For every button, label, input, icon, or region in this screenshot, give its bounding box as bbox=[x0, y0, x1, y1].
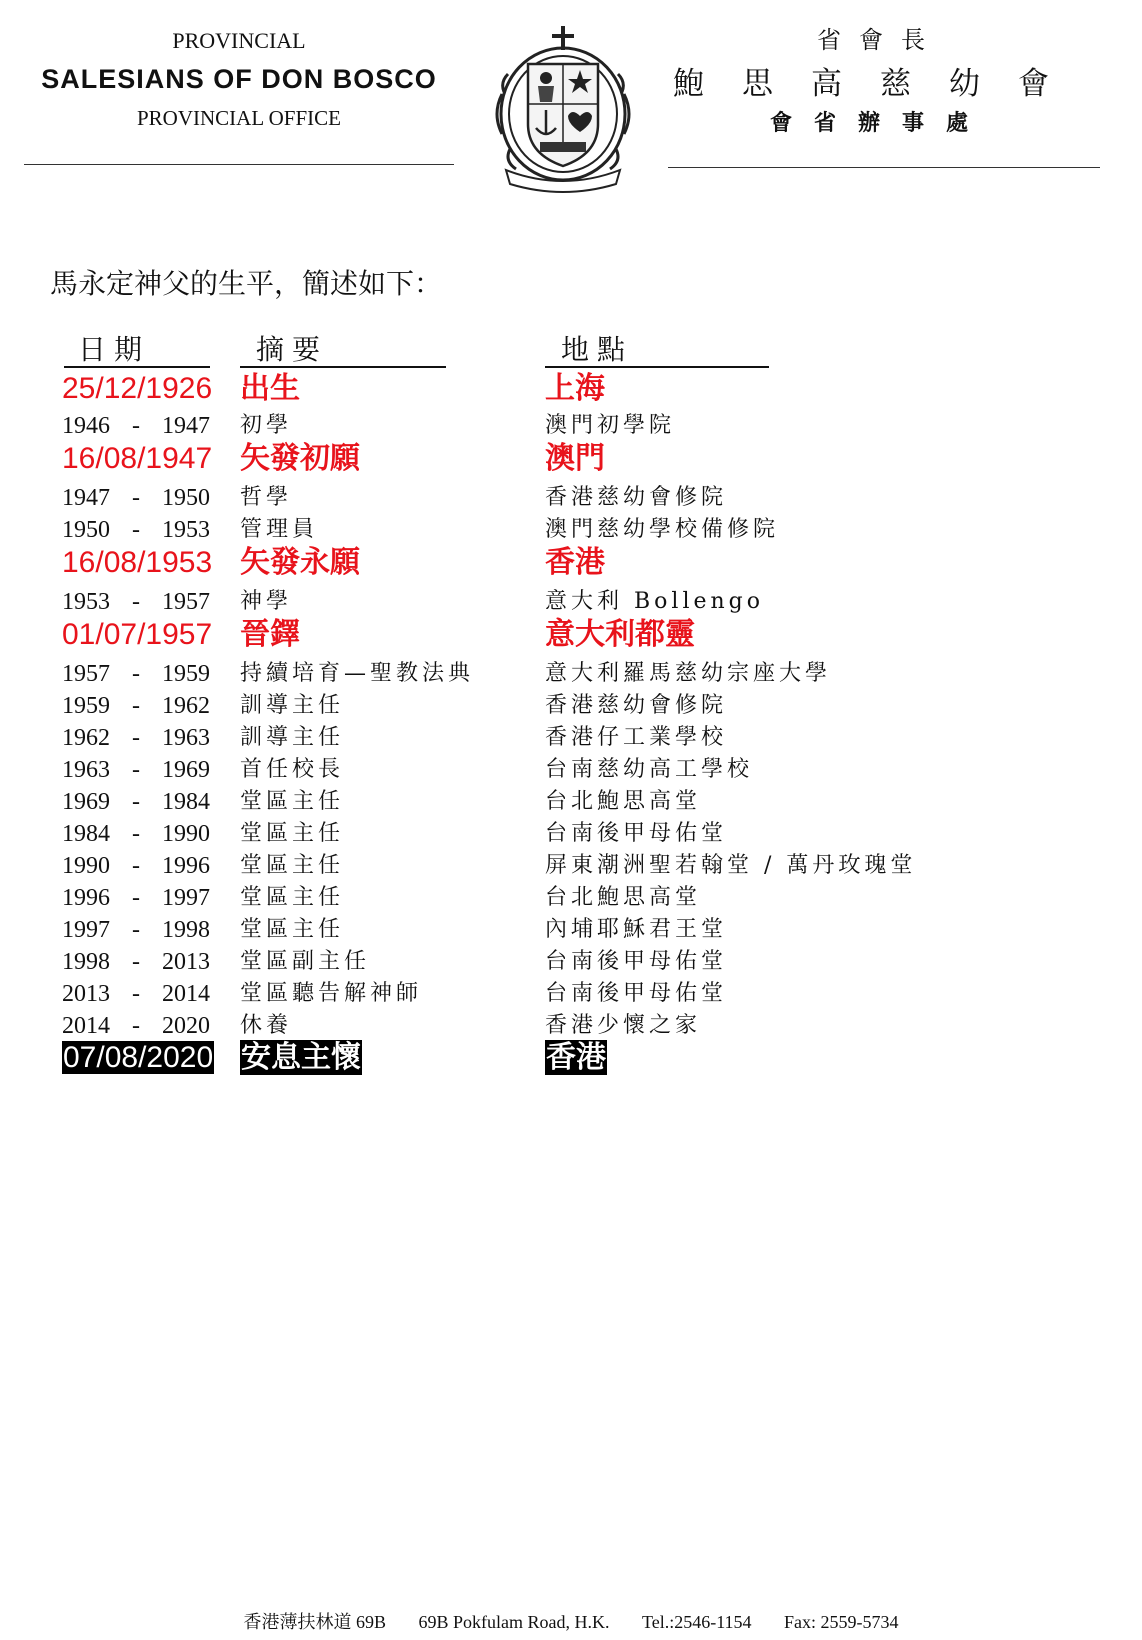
footer-address-zh: 香港薄扶林道 69B bbox=[243, 1612, 386, 1632]
event-place: 香港 bbox=[545, 545, 605, 580]
event-place: 香港慈幼會修院 bbox=[545, 485, 728, 510]
period-years bbox=[62, 410, 210, 442]
event-date bbox=[62, 1040, 214, 1076]
event-summary: 堂區主任 bbox=[240, 789, 345, 814]
event-place: 澳門慈幼學校備修院 bbox=[545, 517, 780, 542]
event-place: 上海 bbox=[545, 371, 605, 406]
period-end-year: 2020 bbox=[162, 1013, 210, 1039]
event-place: 台南後甲母佑堂 bbox=[545, 981, 728, 1006]
period-start-year: 2014 bbox=[62, 1013, 110, 1039]
event-place: 台南慈幼高工學校 bbox=[545, 757, 754, 782]
period-end-year: 1963 bbox=[162, 725, 210, 751]
period-separator: - bbox=[132, 589, 140, 615]
event-summary bbox=[240, 1040, 362, 1076]
event-summary: 管理員 bbox=[240, 517, 319, 542]
period-end-year: 1969 bbox=[162, 757, 210, 783]
period-years bbox=[62, 482, 210, 514]
period-years bbox=[62, 586, 210, 618]
period-separator: - bbox=[132, 693, 140, 719]
event-place: 意大利羅馬慈幼宗座大學 bbox=[545, 661, 832, 686]
period-separator: - bbox=[132, 949, 140, 975]
event-summary: 休養 bbox=[240, 1013, 293, 1038]
event-place: 台南後甲母佑堂 bbox=[545, 821, 728, 846]
period-years bbox=[62, 658, 210, 690]
footer-telephone: Tel.:2546-1154 bbox=[641, 1612, 752, 1632]
period-years bbox=[62, 690, 210, 722]
header-provincial-office: PROVINCIAL OFFICE bbox=[137, 106, 341, 130]
event-date: 16/08/1953 bbox=[62, 546, 213, 579]
event-place: 澳門 bbox=[545, 441, 605, 476]
period-separator: - bbox=[132, 853, 140, 879]
period-separator: - bbox=[132, 1013, 140, 1039]
period-separator: - bbox=[132, 485, 140, 511]
footer-fax: Fax: 2559-5734 bbox=[784, 1612, 899, 1632]
period-start-year: 1953 bbox=[62, 589, 110, 615]
period-years bbox=[62, 978, 210, 1010]
period-start-year: 1984 bbox=[62, 821, 110, 847]
period-start-year: 1946 bbox=[62, 413, 110, 439]
event-summary: 晉鐸 bbox=[240, 617, 300, 652]
period-years bbox=[62, 946, 210, 978]
period-end-year: 1957 bbox=[162, 589, 210, 615]
event-summary: 訓導主任 bbox=[240, 725, 345, 750]
period-end-year: 1962 bbox=[162, 693, 210, 719]
event-place: 台北鮑思高堂 bbox=[545, 885, 702, 910]
event-place: 香港慈幼會修院 bbox=[545, 693, 728, 718]
period-start-year: 1996 bbox=[62, 885, 110, 911]
event-place: 意大利 Bollengo bbox=[545, 589, 764, 614]
column-heading-summary: 摘要 bbox=[240, 334, 446, 368]
event-summary: 堂區聽告解神師 bbox=[240, 981, 423, 1006]
period-separator: - bbox=[132, 789, 140, 815]
period-separator: - bbox=[132, 821, 140, 847]
event-summary: 堂區主任 bbox=[240, 821, 345, 846]
period-separator: - bbox=[132, 517, 140, 543]
event-summary-text: 安息主懷 bbox=[241, 1040, 361, 1075]
header-organization-name-zh: 鮑思高慈幼會 bbox=[673, 66, 1087, 102]
period-separator: - bbox=[132, 725, 140, 751]
header-left-rule bbox=[24, 164, 454, 165]
period-end-year: 1950 bbox=[162, 485, 210, 511]
period-end-year: 1998 bbox=[162, 917, 210, 943]
period-end-year: 1996 bbox=[162, 853, 210, 879]
period-start-year: 1963 bbox=[62, 757, 110, 783]
event-place: 香港少懷之家 bbox=[545, 1013, 702, 1038]
period-separator: - bbox=[132, 661, 140, 687]
header-provincial-superior-zh: 省會長 bbox=[817, 26, 943, 54]
header-provincial: PROVINCIAL bbox=[172, 28, 306, 53]
event-place: 內埔耶穌君王堂 bbox=[545, 917, 728, 942]
header-right-rule bbox=[668, 167, 1100, 168]
period-start-year: 1969 bbox=[62, 789, 110, 815]
period-separator: - bbox=[132, 981, 140, 1007]
period-start-year: 2013 bbox=[62, 981, 110, 1007]
event-place: 意大利都靈 bbox=[545, 617, 695, 652]
period-years bbox=[62, 722, 210, 754]
event-place: 台南後甲母佑堂 bbox=[545, 949, 728, 974]
event-date-text: 07/08/2020 bbox=[63, 1041, 214, 1074]
header-organization-name: SALESIANS OF DON BOSCO bbox=[41, 64, 437, 94]
event-place: 香港仔工業學校 bbox=[545, 725, 728, 750]
period-end-year: 1947 bbox=[162, 413, 210, 439]
event-date: 01/07/1957 bbox=[62, 618, 213, 651]
period-years bbox=[62, 786, 210, 818]
period-end-year: 1984 bbox=[162, 789, 210, 815]
period-years bbox=[62, 818, 210, 850]
period-end-year: 1959 bbox=[162, 661, 210, 687]
event-date: 25/12/1926 bbox=[62, 372, 213, 405]
event-summary: 持續培育—聖教法典 bbox=[240, 661, 475, 686]
event-place: 屏東潮洲聖若翰堂 / 萬丹玫瑰堂 bbox=[545, 853, 917, 878]
intro-text: 馬永定神父的生平，簡述如下： bbox=[50, 267, 443, 300]
event-summary: 矢發永願 bbox=[240, 545, 360, 580]
event-summary: 堂區副主任 bbox=[240, 949, 371, 974]
period-start-year: 1962 bbox=[62, 725, 110, 751]
salesian-crest-logo bbox=[488, 24, 638, 194]
period-separator: - bbox=[132, 413, 140, 439]
period-end-year: 1990 bbox=[162, 821, 210, 847]
event-place-text: 香港 bbox=[546, 1040, 606, 1075]
period-years bbox=[62, 1010, 210, 1042]
event-place: 澳門初學院 bbox=[545, 413, 676, 438]
event-date: 16/08/1947 bbox=[62, 442, 213, 475]
event-summary: 訓導主任 bbox=[240, 693, 345, 718]
column-heading-date: 日期 bbox=[64, 334, 210, 368]
event-place bbox=[545, 1040, 607, 1076]
period-start-year: 1957 bbox=[62, 661, 110, 687]
event-summary: 神學 bbox=[240, 589, 293, 614]
header-provincial-office-zh: 會省辦事處 bbox=[769, 111, 990, 136]
period-separator: - bbox=[132, 757, 140, 783]
period-start-year: 1950 bbox=[62, 517, 110, 543]
event-summary: 矢發初願 bbox=[240, 441, 360, 476]
event-summary: 初學 bbox=[240, 413, 293, 438]
period-start-year: 1990 bbox=[62, 853, 110, 879]
period-years bbox=[62, 514, 210, 546]
column-heading-place: 地點 bbox=[545, 334, 769, 368]
footer-contact bbox=[0, 1608, 1142, 1634]
event-place: 台北鮑思高堂 bbox=[545, 789, 702, 814]
event-summary: 堂區主任 bbox=[240, 917, 345, 942]
period-years bbox=[62, 754, 210, 786]
event-summary: 堂區主任 bbox=[240, 853, 345, 878]
period-years bbox=[62, 882, 210, 914]
event-summary: 哲學 bbox=[240, 485, 293, 510]
period-start-year: 1997 bbox=[62, 917, 110, 943]
period-separator: - bbox=[132, 885, 140, 911]
event-summary: 首任校長 bbox=[240, 757, 345, 782]
period-end-year: 1953 bbox=[162, 517, 210, 543]
period-end-year: 2013 bbox=[162, 949, 210, 975]
period-separator: - bbox=[132, 917, 140, 943]
period-start-year: 1998 bbox=[62, 949, 110, 975]
period-end-year: 1997 bbox=[162, 885, 210, 911]
period-years bbox=[62, 850, 210, 882]
period-years bbox=[62, 914, 210, 946]
event-summary: 堂區主任 bbox=[240, 885, 345, 910]
period-end-year: 2014 bbox=[162, 981, 210, 1007]
period-start-year: 1959 bbox=[62, 693, 110, 719]
period-start-year: 1947 bbox=[62, 485, 110, 511]
event-summary: 出生 bbox=[240, 371, 300, 406]
footer-address-en: 69B Pokfulam Road, H.K. bbox=[418, 1612, 610, 1632]
